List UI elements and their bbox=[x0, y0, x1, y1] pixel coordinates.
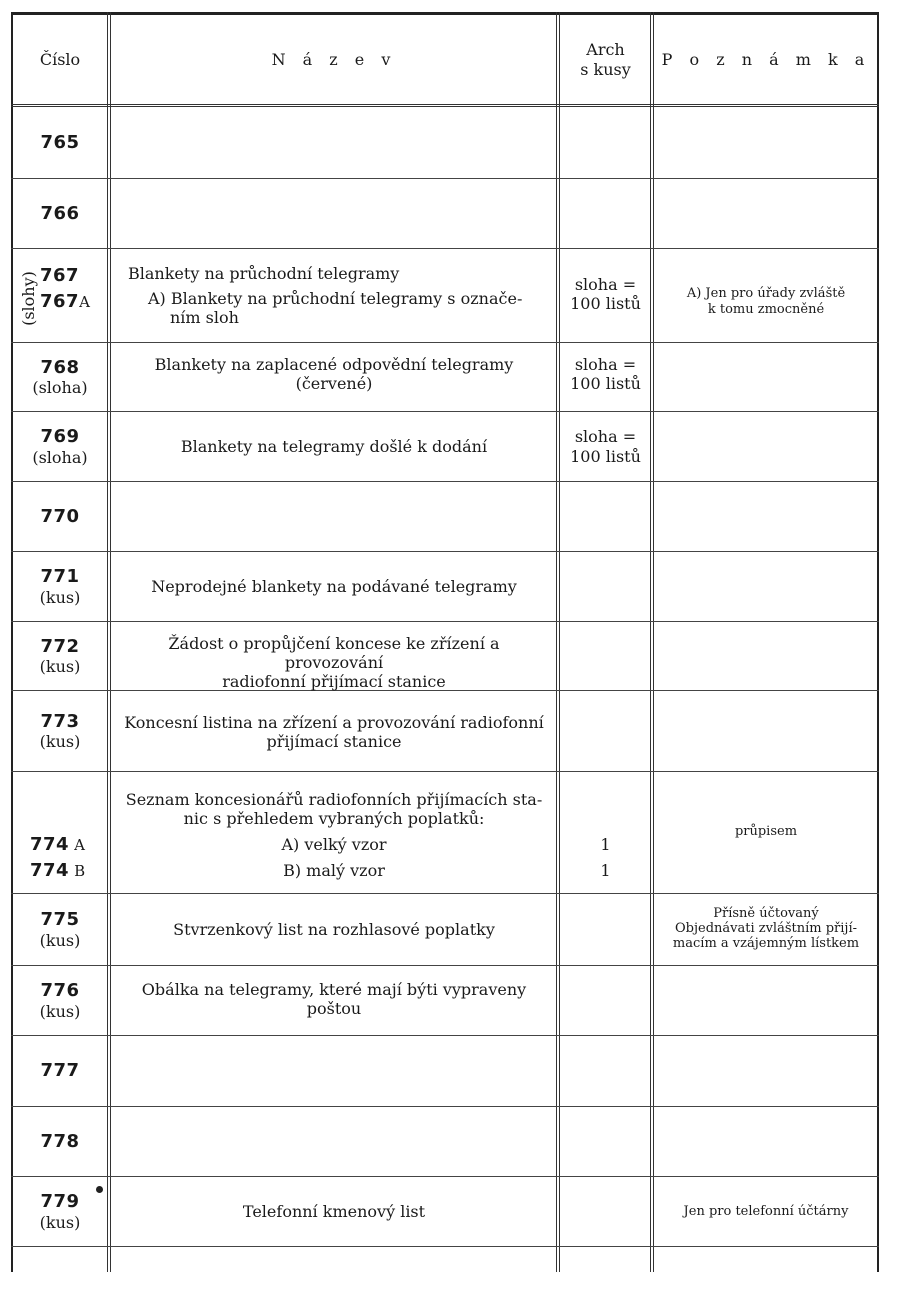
row-769-number: 769 (sloha) bbox=[32, 426, 88, 467]
row-774a-name: A) velký vzor bbox=[281, 835, 387, 855]
row-770-number: 770 bbox=[40, 505, 80, 527]
row-776-number: 776 (kus) bbox=[39, 980, 81, 1021]
header-poznamka: P o z n á m k a bbox=[661, 49, 871, 69]
row-767-group-label: (slohy) bbox=[18, 270, 38, 326]
row-775-name: Stvrzenkový list na rozhlasové poplatky bbox=[173, 919, 495, 939]
row-779-note: Jen pro telefonní účtárny bbox=[683, 1203, 849, 1219]
row-773-name: Koncesní listina na zřízení a provozování radiofonní přijímací stanice bbox=[124, 713, 544, 752]
row-divider bbox=[11, 178, 879, 179]
header-arch: Arch s kusy bbox=[580, 40, 631, 79]
row-771-name: Neprodejné blankety na podávané telegramy bbox=[151, 576, 517, 596]
row-779-name: Telefonní kmenový list bbox=[242, 1201, 426, 1221]
row-768-name: Blankety na zaplacené odpovědní telegramy (červené) bbox=[154, 355, 514, 394]
row-767-name: Blankety na průchodní telegramy bbox=[128, 264, 400, 284]
row-775-note: Přísně účtovaný Objednávati zvláštním přijí- macím a vzájemným lístkem bbox=[672, 906, 860, 951]
row-767-arch: sloha = 100 listů bbox=[570, 274, 641, 313]
header-divider bbox=[11, 104, 879, 107]
row-767-number: 767 bbox=[40, 265, 80, 287]
row-774-note: průpisem bbox=[734, 824, 798, 840]
row-769-name: Blankety na telegramy došlé k dodání bbox=[180, 436, 488, 456]
row-775-number: 775 (kus) bbox=[39, 909, 81, 950]
column-divider bbox=[107, 12, 111, 1272]
row-779-number: 779 (kus) bbox=[39, 1191, 81, 1232]
row-767a-name: A) Blankety na průchodní telegramy s označe- ním sloh bbox=[148, 289, 523, 328]
row-774a-arch: 1 bbox=[600, 835, 611, 855]
row-776-name: Obálka na telegramy, které mají býti vypraveny poštou bbox=[141, 980, 527, 1019]
row-769-arch: sloha = 100 listů bbox=[570, 427, 641, 466]
row-771-number: 771 (kus) bbox=[39, 566, 81, 607]
column-divider bbox=[650, 12, 654, 1272]
row-divider bbox=[11, 771, 879, 772]
row-772-name: Žádost o propůjčení koncese ke zřízení a provozování radiofonní přijímací stanice bbox=[168, 634, 500, 692]
row-divider bbox=[11, 1035, 879, 1036]
row-774a-number: 774 A bbox=[30, 834, 86, 856]
row-divider bbox=[11, 248, 879, 249]
row-774b-number: 774 B bbox=[30, 860, 86, 882]
row-773-number: 773 (kus) bbox=[39, 710, 81, 752]
row-765-number: 765 bbox=[40, 131, 80, 153]
row-767a-number: 767A bbox=[40, 291, 90, 313]
row-778-number: 778 bbox=[40, 1130, 80, 1152]
row-766-number: 766 bbox=[40, 202, 80, 224]
row-divider bbox=[11, 481, 879, 482]
row-768-arch: sloha = 100 listů bbox=[570, 355, 641, 394]
row-divider bbox=[11, 1246, 879, 1247]
column-divider bbox=[556, 12, 560, 1272]
row-777-number: 777 bbox=[40, 1060, 80, 1082]
header-cislo: Číslo bbox=[39, 49, 81, 69]
row-768-number: 768 (sloha) bbox=[32, 356, 88, 398]
header-nazev: N á z e v bbox=[271, 49, 397, 69]
row-774b-name: B) malý vzor bbox=[283, 861, 385, 881]
row-772-number: 772 (kus) bbox=[39, 635, 81, 677]
row-774b-arch: 1 bbox=[600, 861, 611, 881]
row-767-note: A) Jen pro úřady zvláště k tomu zmocněné bbox=[686, 286, 846, 317]
row-divider bbox=[11, 1106, 879, 1107]
row-774-name: Seznam koncesionářů radiofonních přijímacích sta- nic s přehledem vybraných poplatků: bbox=[125, 789, 543, 828]
